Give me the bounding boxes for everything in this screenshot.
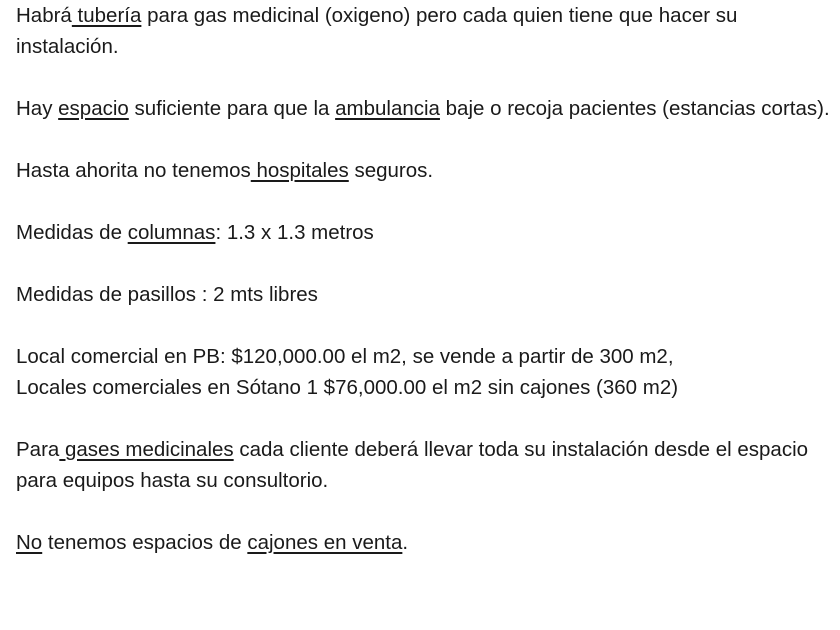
- text-segment: tenemos espacios de: [42, 531, 248, 554]
- paragraph-hallway-size: [16, 279, 832, 310]
- text-segment: Hay: [16, 97, 59, 120]
- text-segment: baje o recoja pacientes (estancias cortas).: [439, 97, 830, 120]
- text-segment: Medidas de: [16, 221, 128, 244]
- underlined-term-ambulancia: ambulancia: [335, 97, 440, 120]
- underlined-term-gases-medicinales: gases medicinales: [59, 438, 234, 461]
- paragraph-ambulance-space: [16, 93, 832, 124]
- text-segment: Para: [16, 438, 60, 461]
- text-segment: .: [402, 531, 409, 554]
- underlined-term-espacio: espacio: [58, 97, 129, 120]
- text-segment: cada cliente deberá llevar toda su instalación desde el espacio para equipos hasta su consultorio.: [16, 438, 809, 492]
- text-segment: Local comercial en PB: $120,000.00 el m2, se vende a partir de 300 m2,: [16, 345, 674, 368]
- document-body: [16, 0, 832, 558]
- paragraph-hospitals: [16, 155, 832, 186]
- underlined-term-no: No: [16, 531, 43, 554]
- paragraph-parking: [16, 527, 832, 558]
- text-segment: seguros.: [348, 159, 434, 182]
- paragraph-medical-gases: [16, 434, 832, 496]
- underlined-term-tuberia: tubería: [71, 4, 142, 27]
- paragraph-commercial-prices: [16, 341, 832, 403]
- paragraph-gas-pipeline: [16, 0, 832, 62]
- text-segment: Hasta ahorita no tenemos: [16, 159, 251, 182]
- underlined-term-hospitales: hospitales: [250, 159, 349, 182]
- underlined-term-columnas: columnas: [127, 221, 216, 244]
- text-segment: suficiente para que la: [128, 97, 336, 120]
- underlined-term-cajones-en-venta: cajones en venta: [247, 531, 403, 554]
- text-segment: : 1.3 x 1.3 metros: [215, 221, 374, 244]
- text-segment: para gas medicinal (oxigeno) pero cada quien tiene que hacer su instalación.: [16, 4, 738, 58]
- text-segment: Habrá: [16, 4, 72, 27]
- paragraph-column-size: [16, 217, 832, 248]
- text-segment: Locales comerciales en Sótano 1 $76,000.00 el m2 sin cajones (360 m2): [16, 376, 679, 399]
- text-segment: Medidas de pasillos : 2 mts libres: [16, 283, 318, 306]
